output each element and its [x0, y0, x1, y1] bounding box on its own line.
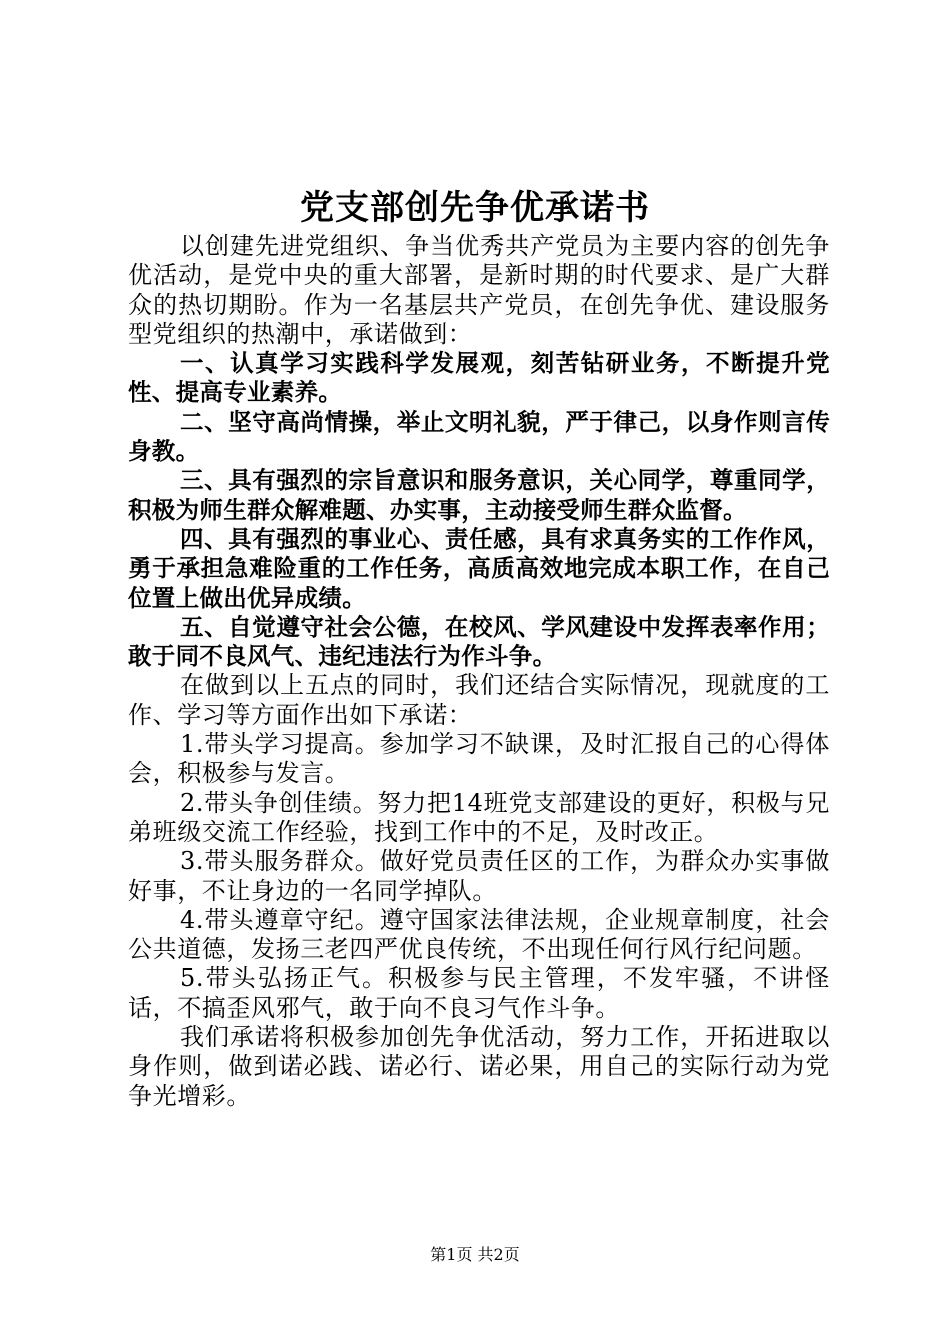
paragraph-conclusion: 我们承诺将积极参加创先争优活动，努力工作，开拓进取以身作则，做到诺必践、诺必行、诺必果，用自己的实际行动为党争光增彩。: [128, 1023, 830, 1110]
paragraph-pledge-2: 二、坚守高尚情操，举止文明礼貌，严于律己，以身作则言传身教。: [128, 407, 830, 466]
paragraph-item-3: 3.带头服务群众。做好党员责任区的工作，为群众办实事做好事，不让身边的一名同学掉队。: [128, 847, 830, 905]
document-title: 党支部创先争优承诺书: [300, 188, 650, 228]
paragraph-item-2: 2.带头争创佳绩。努力把14班党支部建设的更好，积极与兄弟班级交流工作经验，找到工作中的不足，及时改正。: [128, 788, 830, 846]
paragraph-pledge-3: 三、具有强烈的宗旨意识和服务意识，关心同学，尊重同学，积极为师生群众解难题、办实事，主动接受师生群众监督。: [128, 466, 830, 524]
paragraph-intro: 以创建先进党组织、争当优秀共产党员为主要内容的创先争优活动，是党中央的重大部署，是新时期的时代要求、是广大群众的热切期盼。作为一名基层共产党员，在创先争优、建设服务型党组织的热潮中，承诺做到：: [128, 232, 830, 348]
paragraph-pledge-4: 四、具有强烈的事业心、责任感，具有求真务实的工作作风，勇于承担急难险重的工作任务，高质高效地完成本职工作，在自己位置上做出优异成绩。: [128, 524, 830, 612]
paragraph-item-1: 1.带头学习提高。参加学习不缺课，及时汇报自己的心得体会，积极参与发言。: [128, 730, 830, 788]
page-footer: 第1页 共2页: [430, 1245, 520, 1264]
paragraph-pledge-5: 五、自觉遵守社会公德，在校风、学风建设中发挥表率作用；敢于同不良风气、违纪违法行为作斗争。: [128, 612, 830, 671]
paragraph-transition: 在做到以上五点的同时，我们还结合实际情况，现就度的工作、学习等方面作出如下承诺：: [128, 671, 830, 729]
paragraph-item-5: 5.带头弘扬正气。积极参与民主管理，不发牢骚，不讲怪话，不搞歪风邪气，敢于向不良习气作斗争。: [128, 964, 830, 1022]
paragraph-item-4: 4.带头遵章守纪。遵守国家法律法规，企业规章制度，社会公共道德，发扬三老四严优良传统，不出现任何行风行纪问题。: [128, 905, 830, 964]
paragraph-pledge-1: 一、认真学习实践科学发展观，刻苦钻研业务，不断提升党性、提高专业素养。: [128, 349, 830, 407]
document-body: [128, 232, 830, 1111]
